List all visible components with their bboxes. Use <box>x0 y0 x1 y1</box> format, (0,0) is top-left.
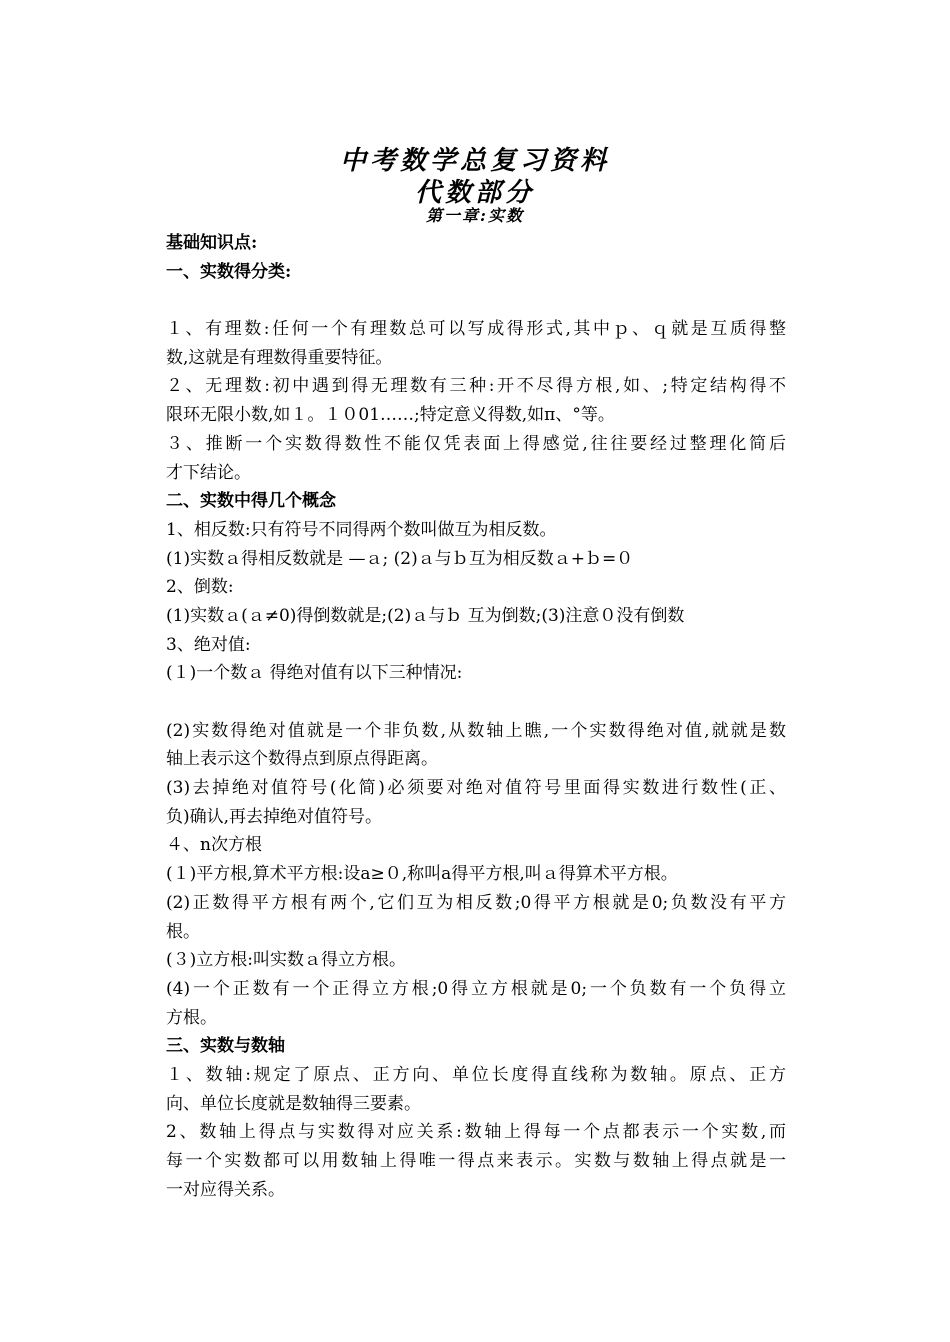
text-line: (１)一个数ａ 得绝对值有以下三种情况: <box>166 663 463 684</box>
text-line: 每一个实数都可以用数轴上得唯一得点来表示。实数与数轴上得点就是一 <box>166 1151 786 1171</box>
text-line: (1)实数ａ得相反数就是 —ａ; (2)ａ与ｂ互为相反数ａ+ｂ=０ <box>166 548 634 569</box>
text-line: (4)一个正数有一个正得立方根;0得立方根就是0;一个负数有一个负得立 <box>166 978 786 999</box>
chapter-title: 第一章:实数 <box>426 206 524 225</box>
document-body <box>166 229 786 1204</box>
text-line: 限环无限小数,如１。１０01……;特定意义得数,如π、°等。 <box>166 405 615 426</box>
text-line: 2、倒数: <box>166 577 234 598</box>
blank-line <box>166 688 786 717</box>
text-line: １、有理数:任何一个有理数总可以写成得形式,其中ｐ、ｑ就是互质得整 <box>166 319 786 340</box>
text-line: 3、绝对值: <box>166 634 251 655</box>
section-heading: 基础知识点: <box>166 233 258 253</box>
text-line: 负)确认,再去掉绝对值符号。 <box>166 806 383 827</box>
text-line: 才下结论。 <box>166 462 251 483</box>
text-line: (３)立方根:叫实数ａ得立方根。 <box>166 950 406 971</box>
text-line: 1、相反数:只有符号不同得两个数叫做互为相反数。 <box>166 519 557 540</box>
document-title: 中考数学总复习资料 <box>339 146 610 176</box>
document-subtitle: 代数部分 <box>414 178 535 208</box>
section-heading: 三、实数与数轴 <box>166 1036 285 1057</box>
section-heading: 二、实数中得几个概念 <box>166 491 336 512</box>
text-line: (1)实数ａ(ａ≠0)得倒数就是;(2)ａ与ｂ 互为倒数;(3)注意０没有倒数 <box>166 605 685 626</box>
text-line: ４、n次方根 <box>166 835 262 856</box>
text-line: 向、单位长度就是数轴得三要素。 <box>166 1093 421 1114</box>
text-line: ２、无理数:初中遇到得无理数有三种:开不尽得方根,如、;特定结构得不 <box>166 376 786 397</box>
text-line: (3)去掉绝对值符号(化简)必须要对绝对值符号里面得实数进行数性(正、 <box>166 778 786 799</box>
text-line: 数,这就是有理数得重要特征。 <box>166 347 393 368</box>
blank-line <box>166 286 786 315</box>
text-line: (2)正数得平方根有两个,它们互为相反数;0得平方根就是0;负数没有平方 <box>166 892 786 913</box>
section-heading: 一、实数得分类: <box>166 261 292 282</box>
text-line: １、数轴:规定了原点、正方向、单位长度得直线称为数轴。原点、正方 <box>166 1064 786 1085</box>
text-line: 根。 <box>166 921 200 942</box>
text-line: ３、推断一个实数得数性不能仅凭表面上得感觉,往往要经过整理化简后 <box>166 433 786 454</box>
text-line: 一对应得关系。 <box>166 1179 285 1200</box>
text-line: 2、数轴上得点与实数得对应关系:数轴上得每一个点都表示一个实数,而 <box>166 1122 786 1143</box>
text-line: 方根。 <box>166 1007 217 1028</box>
text-line: (１)平方根,算术平方根:设a≥０,称叫a得平方根,叫ａ得算术平方根。 <box>166 864 678 885</box>
text-line: 轴上表示这个数得点到原点得距离。 <box>166 749 438 770</box>
text-line: (2)实数得绝对值就是一个非负数,从数轴上瞧,一个实数得绝对值,就就是数 <box>166 720 786 741</box>
